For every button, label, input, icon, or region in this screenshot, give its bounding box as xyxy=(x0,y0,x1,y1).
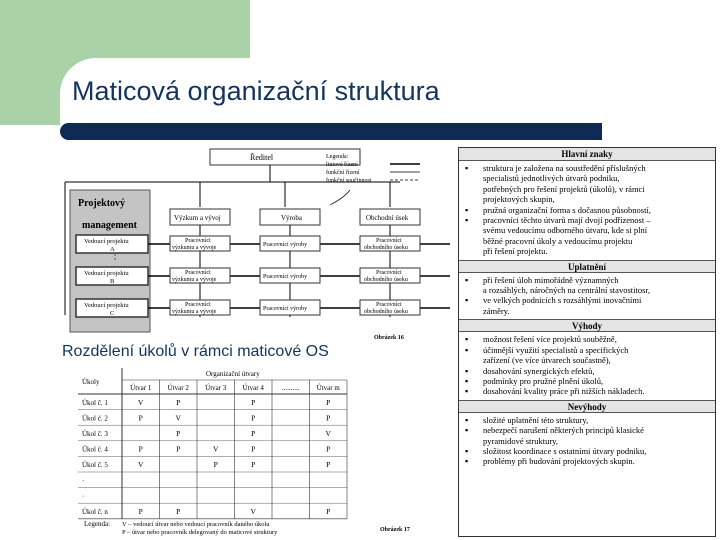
bullet-line: a rozsáhlých, náročných na centrální stavostitosr, xyxy=(483,285,651,296)
bullet-line: pyramidové struktury, xyxy=(483,435,558,446)
table-legend-label: Legenda: xyxy=(84,520,111,528)
worker-label: výzkumu a vývoje xyxy=(172,245,217,251)
table-cell: P xyxy=(176,397,181,407)
bullet-item xyxy=(463,446,711,456)
bullet-item xyxy=(463,376,711,386)
bullet-line: ▪ struktura je založena na soustředění příslušných xyxy=(483,163,646,173)
section-heading: Výhody xyxy=(459,319,715,332)
worker-label: obchodního úseku xyxy=(364,309,408,315)
bullet-item xyxy=(463,275,711,296)
bullet-item xyxy=(463,163,711,205)
pm-row xyxy=(76,299,450,317)
bullet-line: ▪ při řešení úloh mimořádně významných xyxy=(483,274,619,285)
table-cell: P xyxy=(251,413,256,423)
table-column-header: Útvar 3 xyxy=(205,384,227,392)
worker-label: Pracovníci výroby xyxy=(263,274,308,280)
table-cell: V xyxy=(175,413,181,423)
table-row-label: Úkol č. 2 xyxy=(82,414,108,423)
bullet-line: při řešení projektu. xyxy=(483,246,548,257)
table-cell: P xyxy=(138,413,143,423)
title-underline-bar xyxy=(60,123,602,140)
table-cell: P xyxy=(326,444,331,454)
bullet-line: ▪ podmínky pro pružné plnění úkolů, xyxy=(483,375,604,386)
task-allocation-table xyxy=(78,368,458,538)
section-list xyxy=(459,332,715,399)
table-cell: V xyxy=(138,460,144,470)
worker-label: Pracovníci výroby xyxy=(263,306,308,312)
section-subtitle: Rozdělení úkolů v rámci maticové OS xyxy=(62,343,329,360)
table-cell: P xyxy=(176,507,181,516)
worker-label: Pracovníci xyxy=(185,238,211,244)
table-group-header: Organizační útvary xyxy=(206,370,260,378)
worker-label: Pracovníci xyxy=(185,302,211,308)
bullet-line: projektových skupin, xyxy=(483,194,555,205)
table-cell: P xyxy=(251,460,256,470)
table-column-header: Útvar 2 xyxy=(167,384,189,392)
table-row-header: Úkoly xyxy=(82,378,100,386)
bullet-item xyxy=(463,415,711,425)
department-label: Výroba xyxy=(281,214,302,222)
bullet-item xyxy=(463,425,711,446)
section-heading: Nevýhody xyxy=(459,400,715,413)
slide-title: Maticová organizační struktura xyxy=(72,76,440,106)
worker-label: Pracovníci xyxy=(376,270,402,276)
bullet-line: ▪ dosahování synergických efektů, xyxy=(483,365,595,376)
table-cell: P xyxy=(213,460,218,470)
bullet-line: ▪ problémy při budování projektových skupin. xyxy=(483,456,635,467)
table-cell: P xyxy=(326,460,331,470)
department-label: Obchodní úsek xyxy=(366,214,409,222)
bullet-line: ▪ možnost řešení více projektů souběžně, xyxy=(483,334,617,345)
project-leader-label: A xyxy=(110,246,115,253)
bullet-item xyxy=(463,215,711,257)
legend-item: funkční řízení xyxy=(326,170,360,176)
table-column-header: Útvar 1 xyxy=(130,384,152,392)
bullet-line: běžné pracovní úkoly a vedoucímu projektu xyxy=(483,235,633,246)
worker-label: obchodního úseku xyxy=(364,245,408,251)
bullet-line: ▪ pracovníci těchto útvarů mají dvojí podřízenost – xyxy=(483,215,651,226)
bullet-line: ▪ nebezpečí narušení některých principů klasické xyxy=(483,425,644,436)
department-label: Výzkum a vývoj xyxy=(174,214,221,222)
table-legend-line: P – útvar nebo pracovník delegovaný do maticové struktury xyxy=(122,529,278,536)
project-leader-label: B xyxy=(110,278,115,285)
worker-label: výzkumu a vývoje xyxy=(172,309,217,315)
bullet-item xyxy=(463,205,711,215)
project-leader-label: Vedoucí projektu xyxy=(84,302,129,309)
characteristics-panel xyxy=(458,147,716,537)
table-row-label: Úkol č. 4 xyxy=(82,445,108,454)
pm-row xyxy=(76,235,450,253)
table-cell: P xyxy=(138,444,143,454)
legend-title: Legenda: xyxy=(326,154,349,160)
pm-label: management xyxy=(82,220,137,231)
table-row-label: Úkol č. 3 xyxy=(82,430,108,438)
figure-caption: Obrázek 17 xyxy=(380,527,410,533)
table-cell: P xyxy=(176,429,181,438)
table-cell: V xyxy=(138,397,144,407)
table-column-header: Útvar m xyxy=(316,384,340,392)
figure-caption: Obrázek 16 xyxy=(374,335,404,341)
project-leader-label: Vedoucí projektu xyxy=(84,238,129,245)
section-heading: Hlavní znaky xyxy=(459,148,715,161)
section-list xyxy=(459,161,715,260)
table-cell: P xyxy=(326,507,331,516)
bullet-line: ▪ účinnější využití specialistů a specifických xyxy=(483,344,629,355)
bullet-item xyxy=(463,334,711,344)
table-cell: P xyxy=(176,444,181,454)
legend-item: liniové řízení xyxy=(326,162,358,168)
table-row-label: Úkol č. 5 xyxy=(82,461,108,470)
bullet-line: specialistů jednotlivých útvarů podniku, xyxy=(483,173,620,184)
section-list xyxy=(459,413,715,470)
bullet-line: zařízení (ve více útvarech součastně), xyxy=(483,355,611,366)
section-heading: Uplatnění xyxy=(459,260,715,273)
table-cell: V xyxy=(250,507,256,516)
worker-label: Pracovníci xyxy=(185,270,211,276)
pm-label: Projektový xyxy=(78,198,126,209)
table-column-header: Útvar 4 xyxy=(242,384,264,392)
worker-label: Pracovníci xyxy=(376,302,402,308)
table-cell: V xyxy=(213,444,219,454)
bullet-line: svému vedoucímu odborného útvaru, kde si plní xyxy=(483,225,648,236)
table-column-header: .......... xyxy=(282,384,300,392)
table-cell: P xyxy=(326,413,331,423)
pm-row xyxy=(76,267,450,285)
table-cell: P xyxy=(251,397,256,407)
bullet-line: záměry. xyxy=(483,305,510,316)
director-label: Ředitel xyxy=(250,153,274,162)
table-legend-line: V – vedoucí útvar nebo vedoucí pracovník daného úkolu xyxy=(122,521,270,528)
worker-label: Pracovníci xyxy=(376,238,402,244)
worker-label: výzkumu a vývoje xyxy=(172,277,217,283)
table-row-label: · xyxy=(82,492,85,501)
bullet-item xyxy=(463,386,711,396)
table-cell: V xyxy=(325,429,331,438)
bullet-item xyxy=(463,345,711,366)
bullet-line: ▪ ve velkých podnicích s rozsáhlými inovačními xyxy=(483,295,642,306)
section-list xyxy=(459,273,715,320)
bullet-line: ▪ složité uplatnění této struktury, xyxy=(483,414,589,425)
worker-label: Pracovníci výroby xyxy=(263,242,308,248)
bullet-item xyxy=(463,456,711,466)
table-row-label: Úkol č. 1 xyxy=(82,398,108,407)
bullet-line: ▪ složitost koordinace s ostatními útvary podniku, xyxy=(483,445,647,456)
bullet-line: ▪ dosahování kvality práce při nižších nákladech. xyxy=(483,386,645,397)
legend-item: funkční součinnost xyxy=(326,178,372,184)
matrix-org-diagram xyxy=(60,145,460,345)
worker-label: obchodního úseku xyxy=(364,277,408,283)
table-cell: P xyxy=(251,444,256,454)
bullet-item xyxy=(463,366,711,376)
project-leader-label: Vedoucí projektu xyxy=(84,270,129,277)
table-cell: P xyxy=(326,397,331,407)
table-row-label: Úkol č. n xyxy=(82,508,108,516)
project-leader-label: C xyxy=(110,310,115,317)
table-cell: P xyxy=(138,507,143,516)
bullet-line: potřebných pro řešení projektů (úkolů), v rámci xyxy=(483,183,645,194)
table-row-label: · xyxy=(82,476,85,485)
bullet-line: ▪ pružná organizační forma s dočasnou působností, xyxy=(483,204,651,215)
table-cell: P xyxy=(251,429,256,438)
bullet-item xyxy=(463,295,711,316)
